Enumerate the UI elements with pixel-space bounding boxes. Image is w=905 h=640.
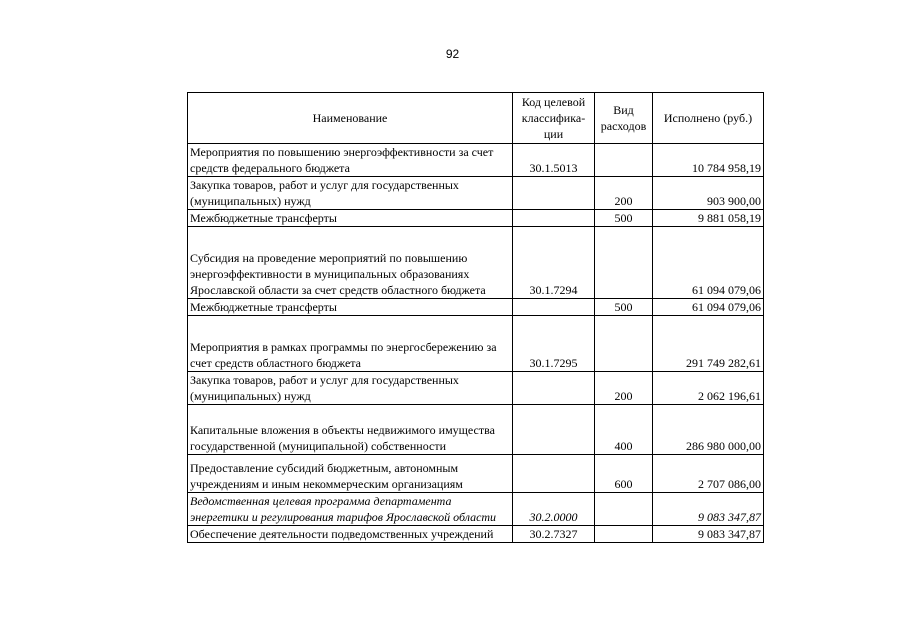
table-row <box>188 526 764 543</box>
row-vid <box>595 526 653 543</box>
row-code: 30.1.7294 <box>513 227 595 299</box>
row-amount: 903 900,00 <box>653 177 764 210</box>
table-row <box>188 493 764 526</box>
row-vid: 200 <box>595 177 653 210</box>
row-name: Межбюджетные трансферты <box>188 299 513 316</box>
table-row <box>188 299 764 316</box>
row-name: Мероприятия в рамках программы по энергосбережению за счет средств областного бюджета <box>188 316 513 372</box>
row-name: Ведомственная целевая программа департамента энергетики и регулирования тарифов Ярославской области <box>188 493 513 526</box>
row-name: Межбюджетные трансферты <box>188 210 513 227</box>
row-vid: 400 <box>595 405 653 455</box>
row-vid: 600 <box>595 455 653 493</box>
row-vid <box>595 227 653 299</box>
row-vid <box>595 493 653 526</box>
row-code: 30.2.7327 <box>513 526 595 543</box>
row-amount: 9 083 347,87 <box>653 493 764 526</box>
budget-table <box>187 92 764 543</box>
row-vid: 200 <box>595 372 653 405</box>
table-row <box>188 405 764 455</box>
row-name: Мероприятия по повышению энергоэффективности за счет средств федерального бюджета <box>188 144 513 177</box>
row-code <box>513 372 595 405</box>
header-name: Наименование <box>188 93 513 144</box>
table-row <box>188 227 764 299</box>
table-row <box>188 455 764 493</box>
row-code <box>513 455 595 493</box>
row-code: 30.1.7295 <box>513 316 595 372</box>
row-code <box>513 210 595 227</box>
header-amount: Исполнено (руб.) <box>653 93 764 144</box>
row-amount: 10 784 958,19 <box>653 144 764 177</box>
row-code <box>513 299 595 316</box>
table-row <box>188 372 764 405</box>
row-name: Закупка товаров, работ и услуг для государственных (муниципальных) нужд <box>188 372 513 405</box>
row-amount: 286 980 000,00 <box>653 405 764 455</box>
table-row <box>188 177 764 210</box>
row-code <box>513 405 595 455</box>
row-name: Капитальные вложения в объекты недвижимого имущества государственной (муниципальной) собственности <box>188 405 513 455</box>
row-code <box>513 177 595 210</box>
row-name: Предоставление субсидий бюджетным, автономным учреждениям и иным некоммерческим организациям <box>188 455 513 493</box>
row-amount: 61 094 079,06 <box>653 299 764 316</box>
row-code: 30.1.5013 <box>513 144 595 177</box>
row-name: Субсидия на проведение мероприятий по повышению энергоэффективности в муниципальных образованиях Ярославской области за счет средств областного бюджета <box>188 227 513 299</box>
row-name: Закупка товаров, работ и услуг для государственных (муниципальных) нужд <box>188 177 513 210</box>
row-vid <box>595 144 653 177</box>
row-amount: 9 083 347,87 <box>653 526 764 543</box>
row-amount: 9 881 058,19 <box>653 210 764 227</box>
row-amount: 291 749 282,61 <box>653 316 764 372</box>
row-vid: 500 <box>595 210 653 227</box>
table-row <box>188 316 764 372</box>
table-row <box>188 210 764 227</box>
row-amount: 61 094 079,06 <box>653 227 764 299</box>
header-code: Код целевой классифика-ции <box>513 93 595 144</box>
table-row <box>188 144 764 177</box>
page-number: 92 <box>445 47 460 61</box>
row-code: 30.2.0000 <box>513 493 595 526</box>
header-vid: Вид расходов <box>595 93 653 144</box>
row-vid: 500 <box>595 299 653 316</box>
row-amount: 2 062 196,61 <box>653 372 764 405</box>
row-name: Обеспечение деятельности подведомственных учреждений <box>188 526 513 543</box>
table-header-row <box>188 93 764 144</box>
row-vid <box>595 316 653 372</box>
row-amount: 2 707 086,00 <box>653 455 764 493</box>
